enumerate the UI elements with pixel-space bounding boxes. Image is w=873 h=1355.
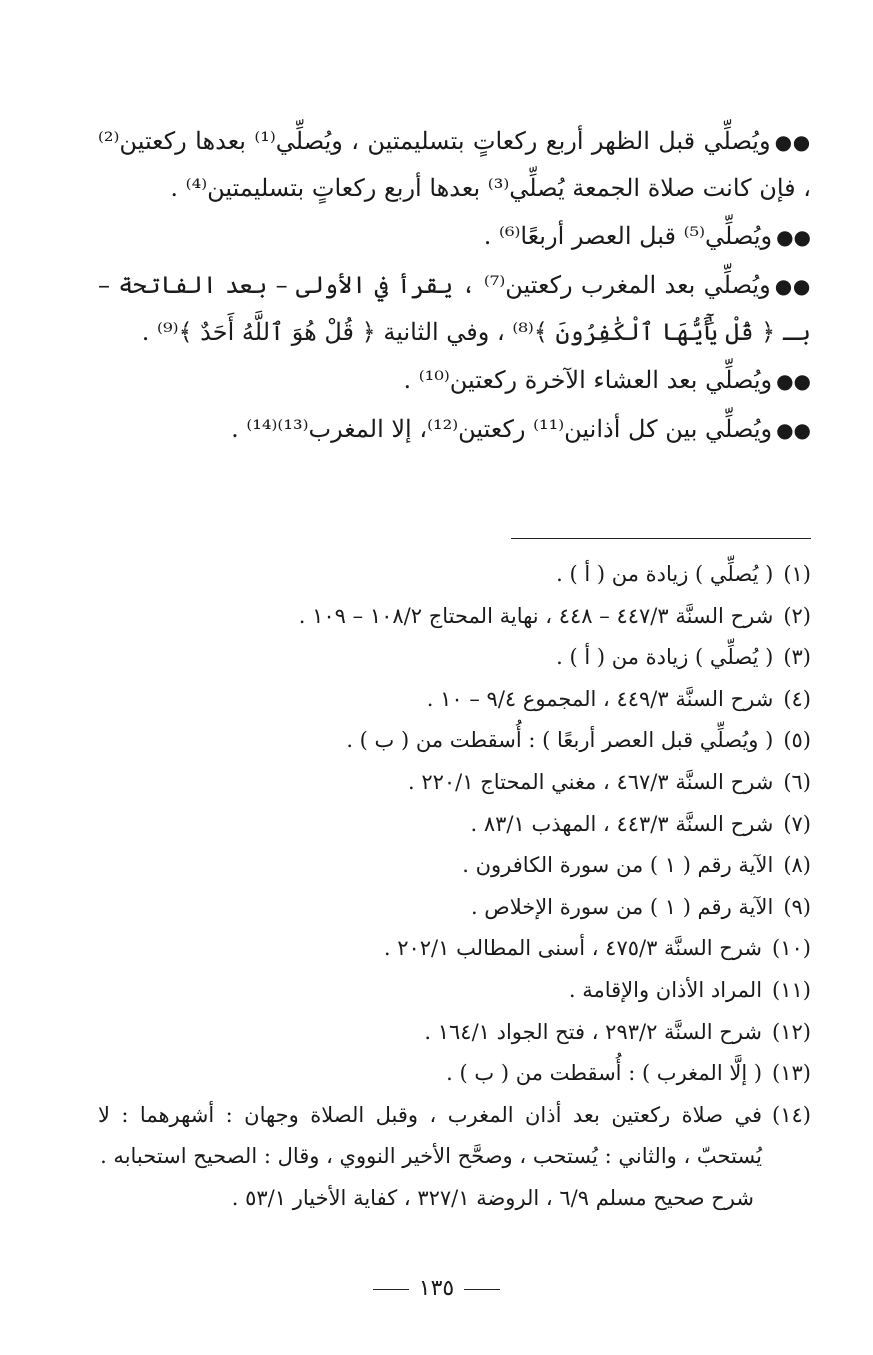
bullet-marker: ●● <box>776 225 811 249</box>
footnote-number: (١٢) <box>772 1019 811 1044</box>
footnote-number: (١٠) <box>772 936 811 961</box>
footnotes <box>98 554 811 1220</box>
footnote <box>98 554 811 596</box>
footnote-number: (٣) <box>783 645 811 670</box>
paragraph-text: ويُصلِّي⁽⁵⁾ قبل العصر أربعًا⁽⁶⁾ . <box>483 222 773 250</box>
page-number-footer <box>0 1276 873 1301</box>
footnote-number: (١) <box>783 562 811 586</box>
footnote-text: في صلاة ركعتين بعد أذان المغرب ، وقبل الصلاة وجهان : أشهرهما : لا يُستحبّ ، والثاني : يُستحب ، وصحَّح الأخير النووي ، وقال : الصحيح استحبابه . <box>98 1102 763 1169</box>
footnote-text: ( إلَّا المغرب ) : أُسقطت من ( ب ) . <box>446 1061 763 1086</box>
footnote <box>98 970 811 1012</box>
footnote <box>98 762 811 804</box>
footnote <box>98 1053 811 1095</box>
footnote <box>98 887 811 929</box>
footnote-number: (٥) <box>783 728 811 753</box>
footnote-text: الآية رقم ( ١ ) من سورة الكافرون . <box>462 853 774 878</box>
footnote-separator <box>511 538 811 539</box>
footnote <box>98 1095 811 1178</box>
footnote <box>98 845 811 887</box>
main-text <box>98 118 811 455</box>
footnote <box>98 679 811 721</box>
paragraph-5 <box>98 406 811 453</box>
paragraph-text: ويُصلِّي بين كل أذانين⁽¹¹⁾ ركعتين⁽¹²⁾، إلا المغرب⁽¹³⁾⁽¹⁴⁾ . <box>231 415 773 443</box>
paragraph-text: ويُصلِّي قبل الظهر أربع ركعاتٍ بتسليمتين ، ويُصلِّي⁽¹⁾ بعدها ركعتين⁽²⁾ ، فإن كانت صلاة الجمعة يُصلِّي⁽³⁾ بعدها أربع ركعاتٍ بتسليمتين⁽⁴⁾ . <box>98 127 811 202</box>
footnote-text: شرح السنَّة ٢٩٣/٢ ، فتح الجواد ١٦٤/١ . <box>424 1019 763 1044</box>
footnote-number: (٢) <box>783 603 811 628</box>
footnote <box>98 1012 811 1054</box>
paragraph-2 <box>98 213 811 260</box>
footnote-number: (٦) <box>783 769 811 794</box>
footnote <box>98 637 811 679</box>
footnote-text: شرح السنَّة ٤٤٣/٣ ، المهذب ٨٣/١ . <box>470 811 774 836</box>
footnote <box>98 596 811 638</box>
footnote-number: (٩) <box>783 894 811 919</box>
bullet-marker: ●● <box>774 130 812 154</box>
footnote-number: (٤) <box>783 686 811 711</box>
footnote-text: ( ويُصلِّي قبل العصر أربعًا ) : أُسقطت من ( ب ) . <box>346 728 774 753</box>
footnote <box>98 720 811 762</box>
bullet-marker: ●● <box>776 369 811 393</box>
paragraph-1 <box>98 118 811 211</box>
paragraph-3 <box>98 262 811 355</box>
footnote-text: شرح السنَّة ٤٦٧/٣ ، مغني المحتاج ٢٢٠/١ . <box>407 769 774 794</box>
footnote-text: ( يُصلِّي ) زيادة من ( أ ) . <box>556 645 774 670</box>
footer-dash <box>464 1289 500 1290</box>
footer-dash <box>373 1289 409 1290</box>
footnote-number: (٧) <box>783 811 811 836</box>
footnote-number: (٨) <box>783 853 811 878</box>
footnote-number: (١٤) <box>772 1102 811 1127</box>
footnote-text: المراد الأذان والإقامة . <box>568 977 763 1002</box>
footnote-text: شرح السنَّة ٤٤٩/٣ ، المجموع ٩/٤ – ١٠ . <box>426 686 774 711</box>
footnote-text: شرح السنَّة ٤٤٧/٣ – ٤٤٨ ، نهاية المحتاج ١٠٨/٢ – ١٠٩ . <box>298 603 774 628</box>
paragraph-4 <box>98 357 811 404</box>
footnote <box>98 928 811 970</box>
page-number: ١٣٥ <box>418 1276 455 1301</box>
footnote <box>98 804 811 846</box>
footnote-text: ( يُصلِّي ) زيادة من ( أ ) . <box>556 562 774 586</box>
footnote-text: شرح السنَّة ٤٧٥/٣ ، أسنى المطالب ٢٠٢/١ . <box>383 936 763 961</box>
bullet-marker: ●● <box>774 274 811 298</box>
footnote-text: الآية رقم ( ١ ) من سورة الإخلاص . <box>470 894 774 919</box>
footnote-continuation <box>98 1178 811 1220</box>
footnote-number: (١٣) <box>772 1061 811 1086</box>
paragraph-text: ويُصلِّي بعد المغرب ركعتين⁽⁷⁾ ، يقرأ في الأولى – بعد الفاتحة – بـ ﴿ قُلْ يَٰٓأَيُّهَا ٱلْكَٰفِرُونَ ﴾⁽⁸⁾ ، وفي الثانية ﴿ قُلْ هُوَ ٱللَّهُ أَحَدٌ ﴾⁽⁹⁾ . <box>98 271 811 346</box>
footnote-text: شرح صحيح مسلم ٦/٩ ، الروضة ٣٢٧/١ ، كفاية الأخيار ٥٣/١ . <box>231 1185 754 1210</box>
bullet-marker: ●● <box>776 418 811 442</box>
footnote-number: (١١) <box>772 977 811 1002</box>
paragraph-text: ويُصلِّي بعد العشاء الآخرة ركعتين⁽¹⁰⁾ . <box>403 366 773 394</box>
